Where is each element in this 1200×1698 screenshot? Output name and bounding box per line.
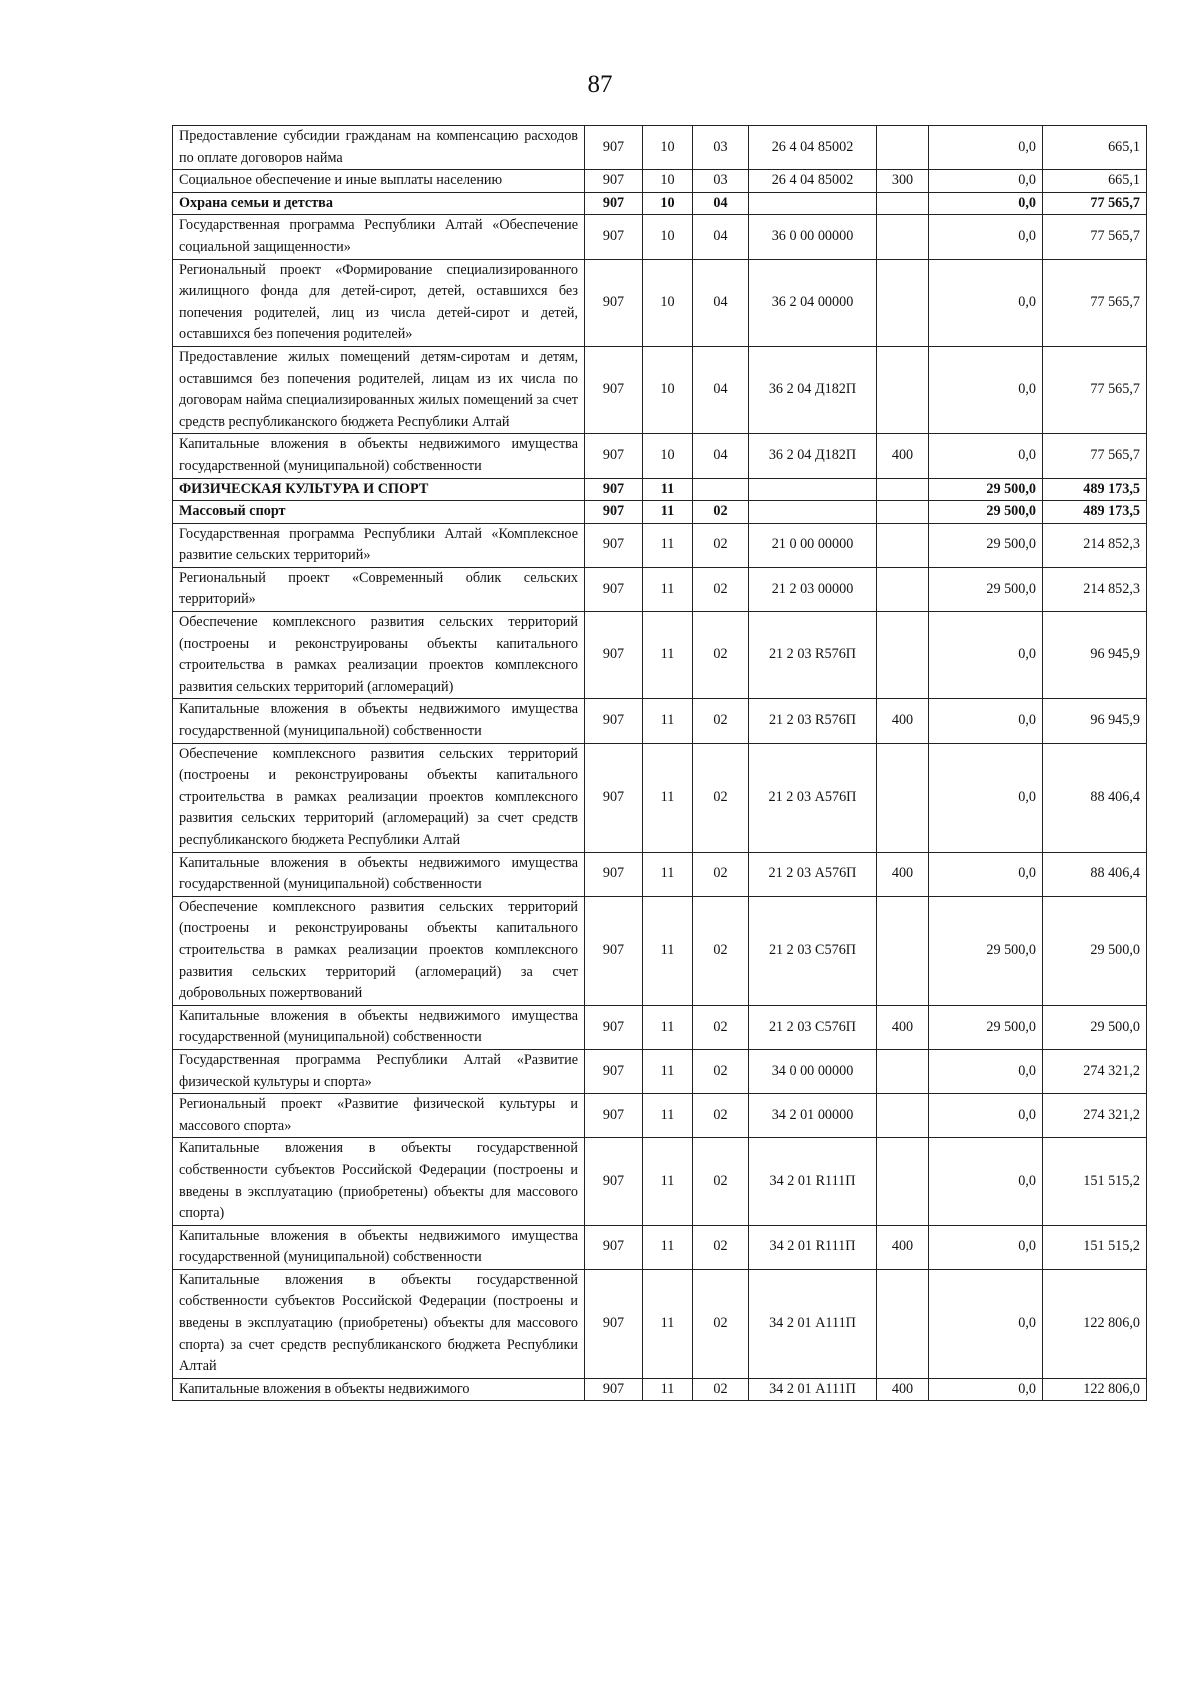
row-name: Региональный проект «Развитие физической культуры и массового спорта» (173, 1094, 585, 1138)
row-name: Капитальные вложения в объекты недвижимого имущества государственной (муниципальной) собственности (173, 1225, 585, 1269)
ministry-code: 907 (585, 192, 643, 215)
amount-2: 88 406,4 (1043, 743, 1147, 852)
section-code: 11 (643, 699, 693, 743)
row-name: Капитальные вложения в объекты недвижимого (173, 1378, 585, 1401)
subsection-code: 02 (693, 1005, 749, 1049)
table-row (173, 170, 1147, 193)
amount-2: 489 173,5 (1043, 478, 1147, 501)
expense-type-code (877, 612, 929, 699)
section-code: 11 (643, 1005, 693, 1049)
table-row (173, 567, 1147, 611)
amount-2: 77 565,7 (1043, 259, 1147, 346)
amount-2: 96 945,9 (1043, 699, 1147, 743)
target-article-code: 21 2 03 А576П (749, 852, 877, 896)
expense-type-code (877, 215, 929, 259)
table-row (173, 1378, 1147, 1401)
subsection-code: 02 (693, 612, 749, 699)
subsection-code: 02 (693, 1378, 749, 1401)
amount-2: 489 173,5 (1043, 501, 1147, 524)
table-row (173, 612, 1147, 699)
row-name: Капитальные вложения в объекты государственной собственности субъектов Российской Федерации (построены и введены в эксплуатацию (приобретены) объекты для массового спорта) за счет средств республиканского бюджета Республики Алтай (173, 1269, 585, 1378)
target-article-code: 21 2 03 А576П (749, 743, 877, 852)
ministry-code: 907 (585, 896, 643, 1005)
target-article-code: 34 2 01 R111П (749, 1138, 877, 1225)
amount-1: 0,0 (929, 1378, 1043, 1401)
expense-type-code: 400 (877, 1378, 929, 1401)
ministry-code: 907 (585, 1005, 643, 1049)
table-row (173, 852, 1147, 896)
target-article-code: 21 2 03 С576П (749, 896, 877, 1005)
ministry-code: 907 (585, 743, 643, 852)
amount-2: 122 806,0 (1043, 1378, 1147, 1401)
table-row (173, 743, 1147, 852)
ministry-code: 907 (585, 567, 643, 611)
section-code: 11 (643, 743, 693, 852)
amount-1: 29 500,0 (929, 896, 1043, 1005)
ministry-code: 907 (585, 612, 643, 699)
table-row (173, 1005, 1147, 1049)
expense-type-code: 400 (877, 1225, 929, 1269)
section-code: 11 (643, 896, 693, 1005)
row-name: Обеспечение комплексного развития сельских территорий (построены и реконструированы объекты капитального строительства в рамках реализации проектов комплексного развития сельских территорий (агломераций) за счет средств республиканского бюджета Республики Алтай (173, 743, 585, 852)
section-code: 11 (643, 852, 693, 896)
expense-type-code: 400 (877, 699, 929, 743)
table-row (173, 434, 1147, 478)
expense-type-code (877, 259, 929, 346)
page-number: 87 (587, 71, 613, 98)
section-code: 11 (643, 1094, 693, 1138)
amount-1: 0,0 (929, 434, 1043, 478)
amount-2: 151 515,2 (1043, 1138, 1147, 1225)
subsection-code: 02 (693, 896, 749, 1005)
subsection-code: 02 (693, 1269, 749, 1378)
target-article-code (749, 192, 877, 215)
amount-1: 0,0 (929, 1269, 1043, 1378)
row-name: Обеспечение комплексного развития сельских территорий (построены и реконструированы объекты капитального строительства в рамках реализации проектов комплексного развития сельских территорий (агломераций) (173, 612, 585, 699)
amount-2: 274 321,2 (1043, 1049, 1147, 1093)
ministry-code: 907 (585, 434, 643, 478)
ministry-code: 907 (585, 259, 643, 346)
subsection-code: 03 (693, 126, 749, 170)
row-name: Обеспечение комплексного развития сельских территорий (построены и реконструированы объекты капитального строительства в рамках реализации проектов комплексного развития сельских территорий (агломераций) за счет добровольных пожертвований (173, 896, 585, 1005)
section-code: 11 (643, 501, 693, 524)
table-row (173, 1225, 1147, 1269)
amount-1: 29 500,0 (929, 567, 1043, 611)
target-article-code: 34 2 01 R111П (749, 1225, 877, 1269)
subsection-code: 02 (693, 743, 749, 852)
row-name: Капитальные вложения в объекты недвижимого имущества государственной (муниципальной) собственности (173, 852, 585, 896)
section-code: 11 (643, 478, 693, 501)
target-article-code: 21 2 03 С576П (749, 1005, 877, 1049)
ministry-code: 907 (585, 852, 643, 896)
table-row (173, 523, 1147, 567)
budget-table (172, 125, 1147, 1401)
section-code: 10 (643, 434, 693, 478)
section-code: 10 (643, 126, 693, 170)
amount-2: 122 806,0 (1043, 1269, 1147, 1378)
target-article-code: 36 0 00 00000 (749, 215, 877, 259)
amount-1: 0,0 (929, 1225, 1043, 1269)
amount-2: 214 852,3 (1043, 523, 1147, 567)
amount-1: 0,0 (929, 612, 1043, 699)
target-article-code (749, 478, 877, 501)
section-code: 11 (643, 612, 693, 699)
section-code: 11 (643, 567, 693, 611)
expense-type-code (877, 1049, 929, 1093)
amount-2: 77 565,7 (1043, 192, 1147, 215)
ministry-code: 907 (585, 1094, 643, 1138)
amount-2: 29 500,0 (1043, 1005, 1147, 1049)
row-name: Капитальные вложения в объекты недвижимого имущества государственной (муниципальной) собственности (173, 434, 585, 478)
subsection-code: 02 (693, 501, 749, 524)
row-name: Капитальные вложения в объекты государственной собственности субъектов Российской Федерации (построены и введены в эксплуатацию (приобретены) объекты для массового спорта) (173, 1138, 585, 1225)
amount-1: 29 500,0 (929, 523, 1043, 567)
expense-type-code (877, 192, 929, 215)
ministry-code: 907 (585, 523, 643, 567)
row-name: Региональный проект «Современный облик сельских территорий» (173, 567, 585, 611)
table-row (173, 1094, 1147, 1138)
section-code: 10 (643, 170, 693, 193)
ministry-code: 907 (585, 1049, 643, 1093)
section-code: 11 (643, 1225, 693, 1269)
amount-2: 665,1 (1043, 126, 1147, 170)
amount-1: 29 500,0 (929, 1005, 1043, 1049)
section-code: 10 (643, 215, 693, 259)
subsection-code: 02 (693, 523, 749, 567)
subsection-code: 04 (693, 346, 749, 433)
target-article-code: 36 2 04 Д182П (749, 346, 877, 433)
amount-1: 0,0 (929, 192, 1043, 215)
amount-2: 96 945,9 (1043, 612, 1147, 699)
row-name: Предоставление субсидии гражданам на компенсацию расходов по оплате договоров найма (173, 126, 585, 170)
ministry-code: 907 (585, 501, 643, 524)
amount-2: 665,1 (1043, 170, 1147, 193)
expense-type-code (877, 501, 929, 524)
subsection-code: 04 (693, 434, 749, 478)
amount-1: 0,0 (929, 1138, 1043, 1225)
expense-type-code (877, 478, 929, 501)
target-article-code: 36 2 04 Д182П (749, 434, 877, 478)
table-row (173, 1138, 1147, 1225)
table-row (173, 259, 1147, 346)
expense-type-code (877, 567, 929, 611)
amount-2: 77 565,7 (1043, 346, 1147, 433)
ministry-code: 907 (585, 126, 643, 170)
amount-1: 0,0 (929, 170, 1043, 193)
table-row (173, 1049, 1147, 1093)
amount-1: 0,0 (929, 1094, 1043, 1138)
expense-type-code (877, 346, 929, 433)
subsection-code: 02 (693, 1094, 749, 1138)
amount-1: 0,0 (929, 346, 1043, 433)
expense-type-code: 300 (877, 170, 929, 193)
amount-1: 29 500,0 (929, 478, 1043, 501)
subsection-code: 02 (693, 1049, 749, 1093)
table-row (173, 501, 1147, 524)
amount-1: 0,0 (929, 852, 1043, 896)
expense-type-code (877, 896, 929, 1005)
expense-type-code: 400 (877, 852, 929, 896)
amount-2: 151 515,2 (1043, 1225, 1147, 1269)
row-name: Капитальные вложения в объекты недвижимого имущества государственной (муниципальной) собственности (173, 699, 585, 743)
section-code: 10 (643, 346, 693, 433)
expense-type-code: 400 (877, 434, 929, 478)
target-article-code: 21 2 03 00000 (749, 567, 877, 611)
subsection-code: 02 (693, 1225, 749, 1269)
section-code: 11 (643, 1269, 693, 1378)
section-code: 11 (643, 1049, 693, 1093)
target-article-code: 26 4 04 85002 (749, 170, 877, 193)
subsection-code: 04 (693, 192, 749, 215)
amount-1: 0,0 (929, 215, 1043, 259)
amount-1: 0,0 (929, 259, 1043, 346)
target-article-code (749, 501, 877, 524)
amount-1: 0,0 (929, 1049, 1043, 1093)
target-article-code: 26 4 04 85002 (749, 126, 877, 170)
row-name: Охрана семьи и детства (173, 192, 585, 215)
table-row (173, 1269, 1147, 1378)
section-code: 10 (643, 192, 693, 215)
subsection-code: 02 (693, 852, 749, 896)
table-row (173, 699, 1147, 743)
row-name: Предоставление жилых помещений детям-сиротам и детям, оставшимся без попечения родителей, лицам из их числа по договорам найма специализированных жилых помещений за счет средств республиканского бюджета Республики Алтай (173, 346, 585, 433)
subsection-code: 04 (693, 259, 749, 346)
table-row (173, 478, 1147, 501)
table-row (173, 126, 1147, 170)
target-article-code: 21 2 03 R576П (749, 699, 877, 743)
ministry-code: 907 (585, 699, 643, 743)
expense-type-code (877, 1094, 929, 1138)
row-name: ФИЗИЧЕСКАЯ КУЛЬТУРА И СПОРТ (173, 478, 585, 501)
target-article-code: 34 2 01 А111П (749, 1269, 877, 1378)
subsection-code: 04 (693, 215, 749, 259)
amount-2: 214 852,3 (1043, 567, 1147, 611)
target-article-code: 34 2 01 А111П (749, 1378, 877, 1401)
subsection-code: 02 (693, 1138, 749, 1225)
row-name: Социальное обеспечение и иные выплаты населению (173, 170, 585, 193)
table-row (173, 346, 1147, 433)
amount-2: 88 406,4 (1043, 852, 1147, 896)
amount-1: 0,0 (929, 126, 1043, 170)
section-code: 11 (643, 523, 693, 567)
amount-2: 29 500,0 (1043, 896, 1147, 1005)
amount-2: 274 321,2 (1043, 1094, 1147, 1138)
ministry-code: 907 (585, 1138, 643, 1225)
table-row (173, 192, 1147, 215)
section-code: 10 (643, 259, 693, 346)
amount-1: 0,0 (929, 743, 1043, 852)
target-article-code: 21 2 03 R576П (749, 612, 877, 699)
row-name: Государственная программа Республики Алтай «Обеспечение социальной защищенности» (173, 215, 585, 259)
ministry-code: 907 (585, 170, 643, 193)
table-row (173, 896, 1147, 1005)
ministry-code: 907 (585, 215, 643, 259)
expense-type-code (877, 523, 929, 567)
subsection-code: 02 (693, 567, 749, 611)
table-row (173, 215, 1147, 259)
target-article-code: 21 0 00 00000 (749, 523, 877, 567)
ministry-code: 907 (585, 346, 643, 433)
target-article-code: 34 2 01 00000 (749, 1094, 877, 1138)
amount-2: 77 565,7 (1043, 434, 1147, 478)
ministry-code: 907 (585, 1225, 643, 1269)
ministry-code: 907 (585, 478, 643, 501)
row-name: Государственная программа Республики Алтай «Развитие физической культуры и спорта» (173, 1049, 585, 1093)
row-name: Капитальные вложения в объекты недвижимого имущества государственной (муниципальной) собственности (173, 1005, 585, 1049)
row-name: Массовый спорт (173, 501, 585, 524)
section-code: 11 (643, 1378, 693, 1401)
target-article-code: 34 0 00 00000 (749, 1049, 877, 1093)
subsection-code: 02 (693, 699, 749, 743)
amount-1: 0,0 (929, 699, 1043, 743)
subsection-code (693, 478, 749, 501)
amount-1: 29 500,0 (929, 501, 1043, 524)
row-name: Государственная программа Республики Алтай «Комплексное развитие сельских территорий» (173, 523, 585, 567)
row-name: Региональный проект «Формирование специализированного жилищного фонда для детей-сирот, детей, оставшихся без попечения родителей, лиц из числа детей-сирот и детей, оставшихся без попечения родителей» (173, 259, 585, 346)
expense-type-code (877, 1269, 929, 1378)
ministry-code: 907 (585, 1378, 643, 1401)
section-code: 11 (643, 1138, 693, 1225)
expense-type-code: 400 (877, 1005, 929, 1049)
amount-2: 77 565,7 (1043, 215, 1147, 259)
ministry-code: 907 (585, 1269, 643, 1378)
expense-type-code (877, 126, 929, 170)
expense-type-code (877, 1138, 929, 1225)
subsection-code: 03 (693, 170, 749, 193)
expense-type-code (877, 743, 929, 852)
target-article-code: 36 2 04 00000 (749, 259, 877, 346)
